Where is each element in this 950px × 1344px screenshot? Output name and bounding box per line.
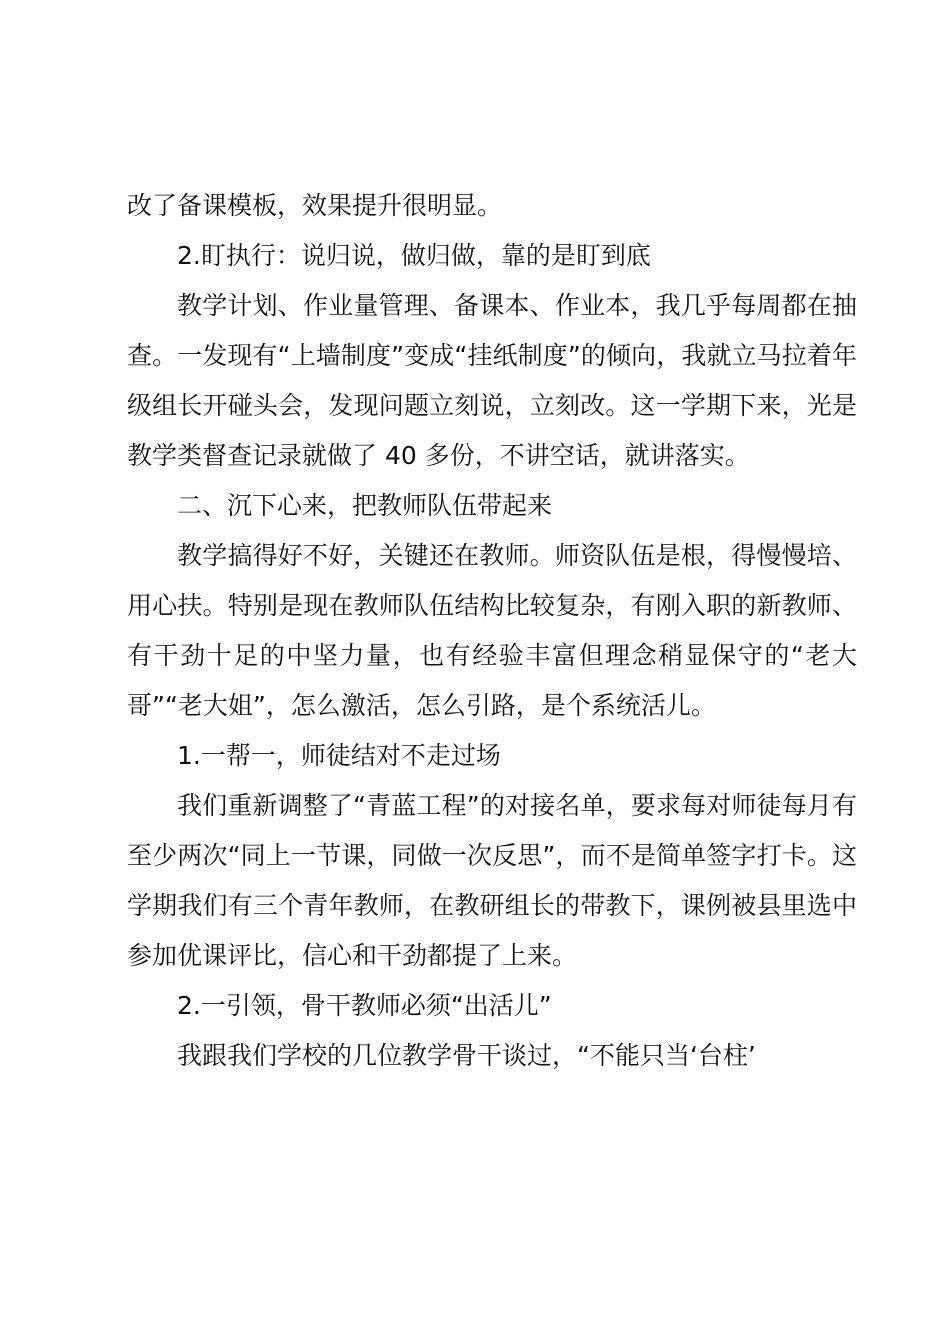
document-body xyxy=(127,181,857,1081)
paragraph-continuation: 改了备课模板，效果提升很明显。 xyxy=(127,191,503,220)
paragraph-weekly-inspection: 教学计划、作业量管理、备课本、作业本，我几乎每周都在抽查。一发现有“上墙制度”变成“挂纸制度”的倾向，我就立马拉着年级组长开碰头会，发现问题立刻说，立刻改。这一学期下来，光是教学类督查记录就做了 40 多份，不讲空话，就讲落实。 xyxy=(127,291,857,470)
subheading-mentor-pairing: 1.一帮一，师徒结对不走过场 xyxy=(177,741,501,770)
section-heading-teacher-team: 二、沉下心来，把教师队伍带起来 xyxy=(177,491,553,520)
paragraph-teacher-key: 教学搞得好不好，关键还在教师。师资队伍是根，得慢慢培、用心扶。特别是现在教师队伍结构比较复杂，有刚入职的新教师、有干劲十足的中坚力量，也有经验丰富但理念稍显保守的“老大哥”“老大姐”，怎么激活，怎么引路，是个系统活儿。 xyxy=(127,541,857,720)
paragraph-qinglan-project: 我们重新调整了“青蓝工程”的对接名单，要求每对师徒每月有至少两次“同上一节课，同做一次反思”，而不是简单签字打卡。这学期我们有三个青年教师，在教研组长的带教下，课例被县里选中参加优课评比，信心和干劲都提了上来。 xyxy=(127,791,857,970)
subheading-backbone-lead: 2.一引领，骨干教师必须“出活儿” xyxy=(177,991,552,1020)
subheading-supervise-execution: 2.盯执行：说归说，做归做，靠的是盯到底 xyxy=(177,241,651,270)
paragraph-backbone-talk: 我跟我们学校的几位教学骨干谈过，“不能只当‘台柱’ xyxy=(177,1041,756,1070)
